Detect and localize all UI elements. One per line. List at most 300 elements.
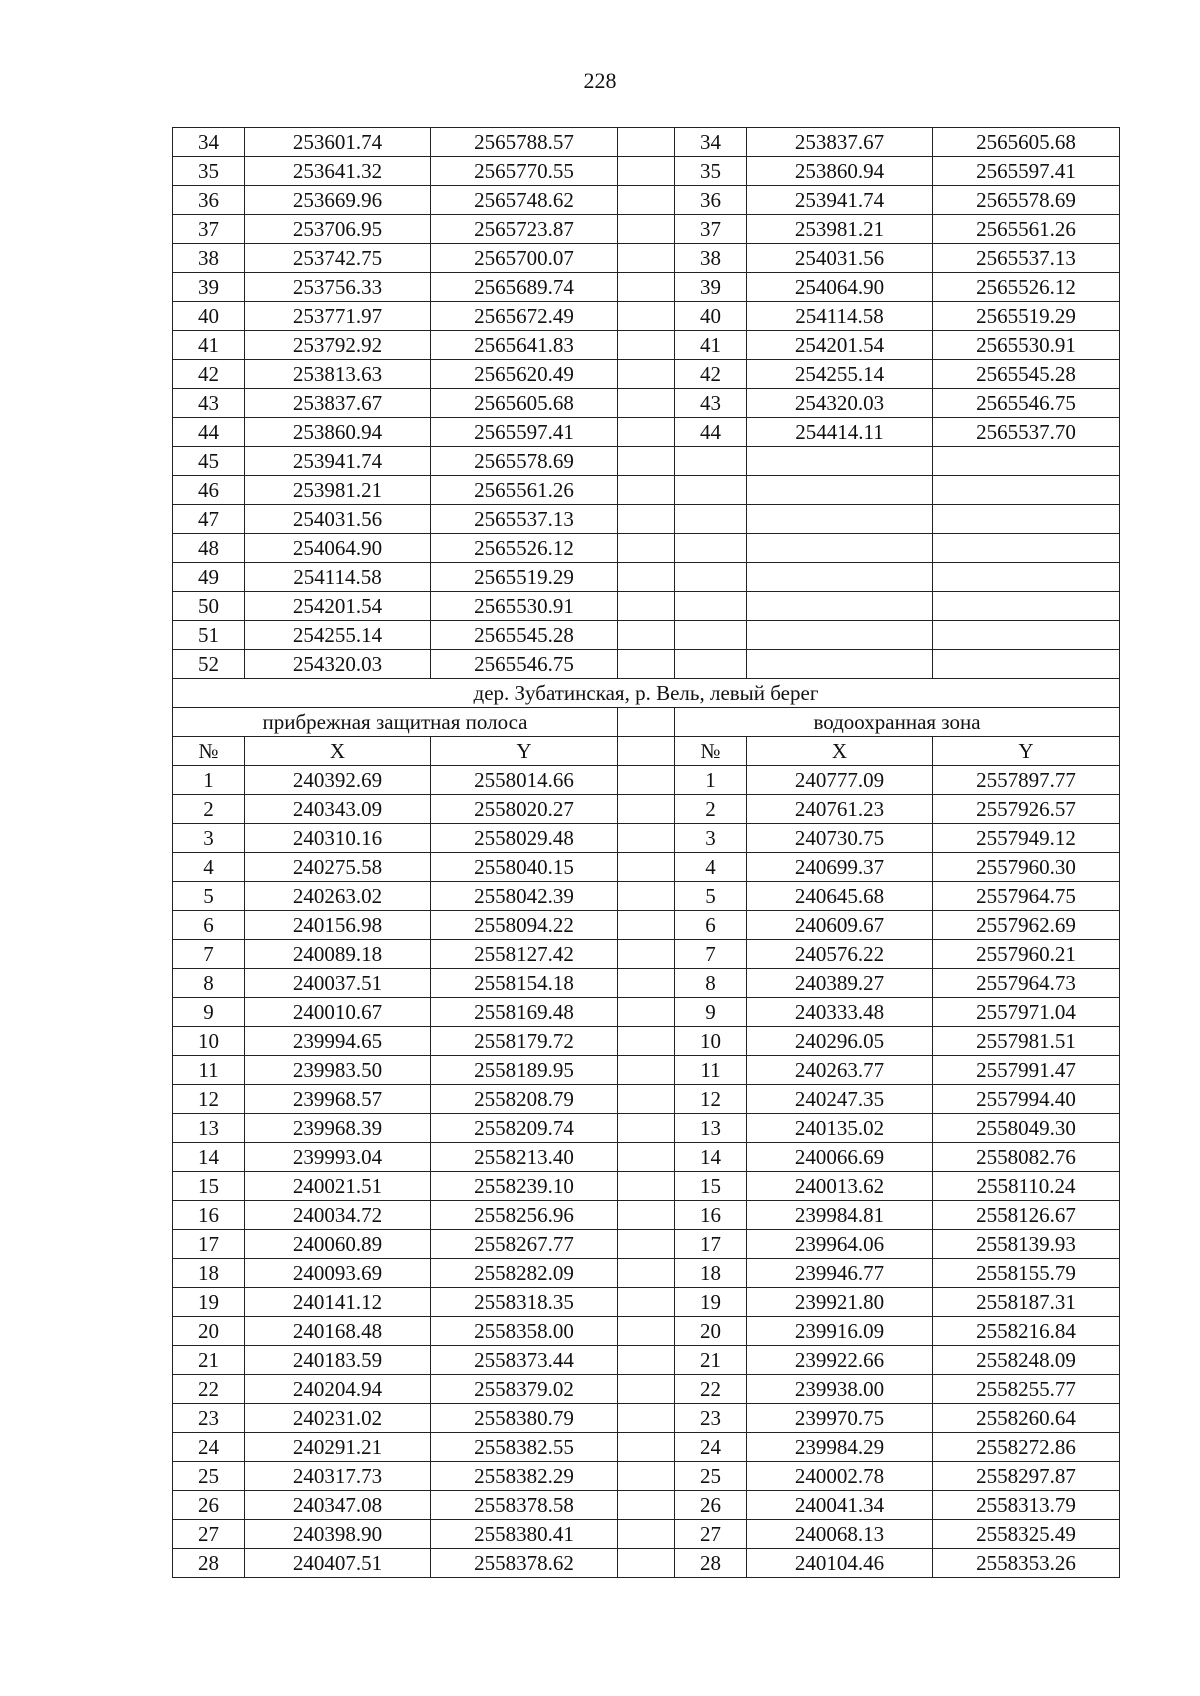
- left-y-cell: 2558378.58: [431, 1491, 618, 1520]
- empty-cell: [675, 650, 747, 679]
- gap-cell: [618, 447, 675, 476]
- left-y-cell: 2558213.40: [431, 1143, 618, 1172]
- gap-cell: [618, 1520, 675, 1549]
- left-num-cell: 27: [173, 1520, 245, 1549]
- table-row: [173, 563, 1120, 592]
- right-x-cell: 239964.06: [747, 1230, 933, 1259]
- right-x-cell: 254414.11: [747, 418, 933, 447]
- left-num-cell: 6: [173, 911, 245, 940]
- left-x-cell: 240263.02: [245, 882, 431, 911]
- table-row: [173, 1201, 1120, 1230]
- right-num-cell: 17: [675, 1230, 747, 1259]
- right-num-cell: 25: [675, 1462, 747, 1491]
- left-y-cell: 2558380.79: [431, 1404, 618, 1433]
- left-x-cell: 254031.56: [245, 505, 431, 534]
- left-x-cell: 240168.48: [245, 1317, 431, 1346]
- left-num-cell: 39: [173, 273, 245, 302]
- gap-cell: [618, 563, 675, 592]
- right-num-cell: 20: [675, 1317, 747, 1346]
- left-num-cell: 25: [173, 1462, 245, 1491]
- gap-cell: [618, 911, 675, 940]
- right-y-cell: 2558297.87: [933, 1462, 1120, 1491]
- table-row: [173, 1027, 1120, 1056]
- column-header-row: [173, 737, 1120, 766]
- right-col-y-header: Y: [933, 737, 1120, 766]
- right-x-cell: 239921.80: [747, 1288, 933, 1317]
- right-num-cell: 1: [675, 766, 747, 795]
- right-x-cell: 240389.27: [747, 969, 933, 998]
- left-y-cell: 2558029.48: [431, 824, 618, 853]
- gap-cell: [618, 418, 675, 447]
- left-num-cell: 11: [173, 1056, 245, 1085]
- table-row: [173, 1433, 1120, 1462]
- left-y-cell: 2565700.07: [431, 244, 618, 273]
- left-x-cell: 240291.21: [245, 1433, 431, 1462]
- right-x-cell: 253941.74: [747, 186, 933, 215]
- empty-cell: [747, 592, 933, 621]
- gap-cell: [618, 853, 675, 882]
- left-num-cell: 24: [173, 1433, 245, 1462]
- table-row: [173, 766, 1120, 795]
- right-x-cell: 239916.09: [747, 1317, 933, 1346]
- right-x-cell: 240730.75: [747, 824, 933, 853]
- right-x-cell: 240699.37: [747, 853, 933, 882]
- gap-cell: [618, 331, 675, 360]
- left-x-cell: 240392.69: [245, 766, 431, 795]
- left-num-cell: 48: [173, 534, 245, 563]
- right-num-cell: 3: [675, 824, 747, 853]
- table-row: [173, 1404, 1120, 1433]
- right-num-cell: 16: [675, 1201, 747, 1230]
- right-x-cell: 240041.34: [747, 1491, 933, 1520]
- left-y-cell: 2565545.28: [431, 621, 618, 650]
- left-num-cell: 52: [173, 650, 245, 679]
- empty-cell: [933, 447, 1120, 476]
- right-num-cell: 19: [675, 1288, 747, 1317]
- empty-cell: [933, 621, 1120, 650]
- right-x-cell: 240066.69: [747, 1143, 933, 1172]
- right-num-cell: 28: [675, 1549, 747, 1578]
- coordinates-table: [172, 127, 1120, 1578]
- left-y-cell: 2558169.48: [431, 998, 618, 1027]
- gap-cell: [618, 1433, 675, 1462]
- right-num-cell: 38: [675, 244, 747, 273]
- left-x-cell: 240231.02: [245, 1404, 431, 1433]
- left-x-cell: 240021.51: [245, 1172, 431, 1201]
- left-y-cell: 2558318.35: [431, 1288, 618, 1317]
- table-row: [173, 1346, 1120, 1375]
- left-y-cell: 2565537.13: [431, 505, 618, 534]
- left-num-cell: 17: [173, 1230, 245, 1259]
- table-row: [173, 911, 1120, 940]
- table-row: [173, 1491, 1120, 1520]
- left-num-cell: 10: [173, 1027, 245, 1056]
- right-x-cell: 240263.77: [747, 1056, 933, 1085]
- gap-cell: [618, 1404, 675, 1433]
- left-x-cell: 240010.67: [245, 998, 431, 1027]
- left-x-cell: 253706.95: [245, 215, 431, 244]
- left-x-cell: 253669.96: [245, 186, 431, 215]
- gap-cell: [618, 737, 675, 766]
- table-row: [173, 476, 1120, 505]
- left-num-cell: 16: [173, 1201, 245, 1230]
- right-y-cell: 2557897.77: [933, 766, 1120, 795]
- right-num-cell: 40: [675, 302, 747, 331]
- right-y-cell: 2558216.84: [933, 1317, 1120, 1346]
- right-y-cell: 2558255.77: [933, 1375, 1120, 1404]
- right-num-cell: 23: [675, 1404, 747, 1433]
- table-row: [173, 1056, 1120, 1085]
- gap-cell: [618, 389, 675, 418]
- empty-cell: [933, 476, 1120, 505]
- gap-cell: [618, 1172, 675, 1201]
- right-col-x-header: X: [747, 737, 933, 766]
- right-x-cell: 253981.21: [747, 215, 933, 244]
- left-num-cell: 51: [173, 621, 245, 650]
- left-y-cell: 2558042.39: [431, 882, 618, 911]
- left-x-cell: 240141.12: [245, 1288, 431, 1317]
- gap-cell: [618, 534, 675, 563]
- left-y-cell: 2565530.91: [431, 592, 618, 621]
- left-x-cell: 253601.74: [245, 128, 431, 157]
- table-row: [173, 157, 1120, 186]
- section-subheading-row: [173, 708, 1120, 737]
- gap-cell: [618, 1027, 675, 1056]
- right-num-cell: 14: [675, 1143, 747, 1172]
- right-y-cell: 2565605.68: [933, 128, 1120, 157]
- gap-cell: [618, 824, 675, 853]
- right-x-cell: 253860.94: [747, 157, 933, 186]
- left-y-cell: 2565578.69: [431, 447, 618, 476]
- table-row: [173, 1085, 1120, 1114]
- left-x-cell: 240343.09: [245, 795, 431, 824]
- empty-cell: [675, 534, 747, 563]
- left-y-cell: 2558382.55: [431, 1433, 618, 1462]
- right-y-cell: 2565597.41: [933, 157, 1120, 186]
- right-x-cell: 240576.22: [747, 940, 933, 969]
- left-y-cell: 2565561.26: [431, 476, 618, 505]
- left-x-cell: 240093.69: [245, 1259, 431, 1288]
- right-x-cell: 240068.13: [747, 1520, 933, 1549]
- left-x-cell: 240060.89: [245, 1230, 431, 1259]
- right-num-cell: 8: [675, 969, 747, 998]
- right-num-cell: 6: [675, 911, 747, 940]
- table-row: [173, 1230, 1120, 1259]
- gap-cell: [618, 1491, 675, 1520]
- left-y-cell: 2565526.12: [431, 534, 618, 563]
- right-num-cell: 34: [675, 128, 747, 157]
- right-x-cell: 240761.23: [747, 795, 933, 824]
- right-y-cell: 2557981.51: [933, 1027, 1120, 1056]
- table-row: [173, 505, 1120, 534]
- right-x-cell: 254320.03: [747, 389, 933, 418]
- right-y-cell: 2558110.24: [933, 1172, 1120, 1201]
- left-x-cell: 239994.65: [245, 1027, 431, 1056]
- left-num-cell: 9: [173, 998, 245, 1027]
- left-y-cell: 2558127.42: [431, 940, 618, 969]
- left-x-cell: 239968.39: [245, 1114, 431, 1143]
- gap-cell: [618, 708, 675, 737]
- empty-cell: [675, 621, 747, 650]
- empty-cell: [675, 447, 747, 476]
- left-num-cell: 7: [173, 940, 245, 969]
- right-col-num-header: №: [675, 737, 747, 766]
- right-x-cell: 239922.66: [747, 1346, 933, 1375]
- gap-cell: [618, 1143, 675, 1172]
- left-y-cell: 2565597.41: [431, 418, 618, 447]
- table-row: [173, 534, 1120, 563]
- left-y-cell: 2558209.74: [431, 1114, 618, 1143]
- left-y-cell: 2558379.02: [431, 1375, 618, 1404]
- left-y-cell: 2558179.72: [431, 1027, 618, 1056]
- empty-cell: [933, 505, 1120, 534]
- left-y-cell: 2558189.95: [431, 1056, 618, 1085]
- left-num-cell: 46: [173, 476, 245, 505]
- left-y-cell: 2565723.87: [431, 215, 618, 244]
- left-col-x-header: X: [245, 737, 431, 766]
- left-num-cell: 13: [173, 1114, 245, 1143]
- right-num-cell: 4: [675, 853, 747, 882]
- right-y-cell: 2557971.04: [933, 998, 1120, 1027]
- table-row: [173, 389, 1120, 418]
- right-y-cell: 2565545.28: [933, 360, 1120, 389]
- table-row: [173, 215, 1120, 244]
- left-x-cell: 253837.67: [245, 389, 431, 418]
- right-y-cell: 2558325.49: [933, 1520, 1120, 1549]
- left-x-cell: 253941.74: [245, 447, 431, 476]
- left-y-cell: 2565546.75: [431, 650, 618, 679]
- right-num-cell: 39: [675, 273, 747, 302]
- left-num-cell: 19: [173, 1288, 245, 1317]
- empty-cell: [747, 505, 933, 534]
- right-num-cell: 15: [675, 1172, 747, 1201]
- gap-cell: [618, 1346, 675, 1375]
- continuation-rows: [173, 128, 1120, 679]
- gap-cell: [618, 1085, 675, 1114]
- empty-cell: [675, 505, 747, 534]
- right-num-cell: 41: [675, 331, 747, 360]
- section-title-row: [173, 679, 1120, 708]
- left-num-cell: 23: [173, 1404, 245, 1433]
- section-rows: [173, 766, 1120, 1578]
- gap-cell: [618, 1462, 675, 1491]
- left-num-cell: 8: [173, 969, 245, 998]
- right-num-cell: 22: [675, 1375, 747, 1404]
- left-x-cell: 253771.97: [245, 302, 431, 331]
- table-row: [173, 1114, 1120, 1143]
- left-num-cell: 14: [173, 1143, 245, 1172]
- table-row: [173, 1172, 1120, 1201]
- left-y-cell: 2565519.29: [431, 563, 618, 592]
- right-num-cell: 9: [675, 998, 747, 1027]
- right-subheading: водоохранная зона: [675, 708, 1120, 737]
- right-x-cell: 254031.56: [747, 244, 933, 273]
- right-y-cell: 2558126.67: [933, 1201, 1120, 1230]
- left-x-cell: 240183.59: [245, 1346, 431, 1375]
- gap-cell: [618, 360, 675, 389]
- empty-cell: [747, 621, 933, 650]
- left-num-cell: 42: [173, 360, 245, 389]
- left-num-cell: 1: [173, 766, 245, 795]
- right-y-cell: 2558353.26: [933, 1549, 1120, 1578]
- right-num-cell: 21: [675, 1346, 747, 1375]
- table-row: [173, 940, 1120, 969]
- right-num-cell: 18: [675, 1259, 747, 1288]
- left-num-cell: 3: [173, 824, 245, 853]
- left-y-cell: 2565788.57: [431, 128, 618, 157]
- right-y-cell: 2565578.69: [933, 186, 1120, 215]
- left-y-cell: 2565689.74: [431, 273, 618, 302]
- table-row: [173, 1462, 1120, 1491]
- left-y-cell: 2558256.96: [431, 1201, 618, 1230]
- right-y-cell: 2558260.64: [933, 1404, 1120, 1433]
- gap-cell: [618, 766, 675, 795]
- gap-cell: [618, 157, 675, 186]
- left-x-cell: 240310.16: [245, 824, 431, 853]
- empty-cell: [933, 650, 1120, 679]
- table-row: [173, 418, 1120, 447]
- gap-cell: [618, 1288, 675, 1317]
- left-x-cell: 239993.04: [245, 1143, 431, 1172]
- left-num-cell: 5: [173, 882, 245, 911]
- right-x-cell: 253837.67: [747, 128, 933, 157]
- left-y-cell: 2558373.44: [431, 1346, 618, 1375]
- left-num-cell: 28: [173, 1549, 245, 1578]
- left-y-cell: 2565770.55: [431, 157, 618, 186]
- table-row: [173, 621, 1120, 650]
- gap-cell: [618, 1114, 675, 1143]
- gap-cell: [618, 621, 675, 650]
- table-row: [173, 650, 1120, 679]
- right-x-cell: 240296.05: [747, 1027, 933, 1056]
- table-row: [173, 1259, 1120, 1288]
- empty-cell: [747, 563, 933, 592]
- right-num-cell: 5: [675, 882, 747, 911]
- left-x-cell: 239968.57: [245, 1085, 431, 1114]
- table-row: [173, 882, 1120, 911]
- gap-cell: [618, 795, 675, 824]
- table-row: [173, 824, 1120, 853]
- table-row: [173, 969, 1120, 998]
- right-num-cell: 43: [675, 389, 747, 418]
- gap-cell: [618, 476, 675, 505]
- gap-cell: [618, 998, 675, 1027]
- left-x-cell: 240317.73: [245, 1462, 431, 1491]
- right-x-cell: 239970.75: [747, 1404, 933, 1433]
- gap-cell: [618, 1230, 675, 1259]
- left-x-cell: 240034.72: [245, 1201, 431, 1230]
- left-y-cell: 2558380.41: [431, 1520, 618, 1549]
- right-y-cell: 2565561.26: [933, 215, 1120, 244]
- right-x-cell: 240104.46: [747, 1549, 933, 1578]
- left-y-cell: 2558378.62: [431, 1549, 618, 1578]
- left-y-cell: 2558382.29: [431, 1462, 618, 1491]
- gap-cell: [618, 1201, 675, 1230]
- right-x-cell: 240002.78: [747, 1462, 933, 1491]
- left-col-num-header: №: [173, 737, 245, 766]
- right-x-cell: 254255.14: [747, 360, 933, 389]
- right-y-cell: 2558313.79: [933, 1491, 1120, 1520]
- empty-cell: [933, 534, 1120, 563]
- right-x-cell: 240777.09: [747, 766, 933, 795]
- gap-cell: [618, 969, 675, 998]
- table-row: [173, 1520, 1120, 1549]
- left-x-cell: 239983.50: [245, 1056, 431, 1085]
- left-x-cell: 253641.32: [245, 157, 431, 186]
- gap-cell: [618, 1056, 675, 1085]
- right-y-cell: 2558155.79: [933, 1259, 1120, 1288]
- gap-cell: [618, 1317, 675, 1346]
- right-num-cell: 36: [675, 186, 747, 215]
- left-x-cell: 253813.63: [245, 360, 431, 389]
- left-y-cell: 2565672.49: [431, 302, 618, 331]
- gap-cell: [618, 882, 675, 911]
- page-number: 228: [583, 68, 617, 93]
- right-x-cell: 240609.67: [747, 911, 933, 940]
- left-num-cell: 34: [173, 128, 245, 157]
- gap-cell: [618, 273, 675, 302]
- left-y-cell: 2565605.68: [431, 389, 618, 418]
- right-num-cell: 35: [675, 157, 747, 186]
- left-num-cell: 38: [173, 244, 245, 273]
- right-num-cell: 27: [675, 1520, 747, 1549]
- right-y-cell: 2557964.73: [933, 969, 1120, 998]
- gap-cell: [618, 215, 675, 244]
- empty-cell: [747, 476, 933, 505]
- left-x-cell: 254114.58: [245, 563, 431, 592]
- gap-cell: [618, 302, 675, 331]
- left-x-cell: 253792.92: [245, 331, 431, 360]
- gap-cell: [618, 940, 675, 969]
- gap-cell: [618, 1375, 675, 1404]
- empty-cell: [747, 650, 933, 679]
- right-num-cell: 44: [675, 418, 747, 447]
- left-num-cell: 47: [173, 505, 245, 534]
- right-x-cell: 240135.02: [747, 1114, 933, 1143]
- left-num-cell: 50: [173, 592, 245, 621]
- table-row: [173, 1288, 1120, 1317]
- left-x-cell: 253860.94: [245, 418, 431, 447]
- left-y-cell: 2565641.83: [431, 331, 618, 360]
- left-x-cell: 254201.54: [245, 592, 431, 621]
- left-x-cell: 240398.90: [245, 1520, 431, 1549]
- left-y-cell: 2558040.15: [431, 853, 618, 882]
- left-y-cell: 2565620.49: [431, 360, 618, 389]
- empty-cell: [675, 563, 747, 592]
- table-row: [173, 1549, 1120, 1578]
- left-x-cell: 254064.90: [245, 534, 431, 563]
- right-y-cell: 2565519.29: [933, 302, 1120, 331]
- left-y-cell: 2558282.09: [431, 1259, 618, 1288]
- right-x-cell: 254201.54: [747, 331, 933, 360]
- gap-cell: [618, 1259, 675, 1288]
- left-x-cell: 253742.75: [245, 244, 431, 273]
- right-y-cell: 2557960.30: [933, 853, 1120, 882]
- right-num-cell: 7: [675, 940, 747, 969]
- left-num-cell: 12: [173, 1085, 245, 1114]
- left-x-cell: 240037.51: [245, 969, 431, 998]
- right-x-cell: 240247.35: [747, 1085, 933, 1114]
- table-row: [173, 302, 1120, 331]
- left-num-cell: 4: [173, 853, 245, 882]
- right-x-cell: 240333.48: [747, 998, 933, 1027]
- empty-cell: [675, 476, 747, 505]
- right-y-cell: 2558187.31: [933, 1288, 1120, 1317]
- right-y-cell: 2557949.12: [933, 824, 1120, 853]
- right-y-cell: 2558248.09: [933, 1346, 1120, 1375]
- right-num-cell: 12: [675, 1085, 747, 1114]
- empty-cell: [675, 592, 747, 621]
